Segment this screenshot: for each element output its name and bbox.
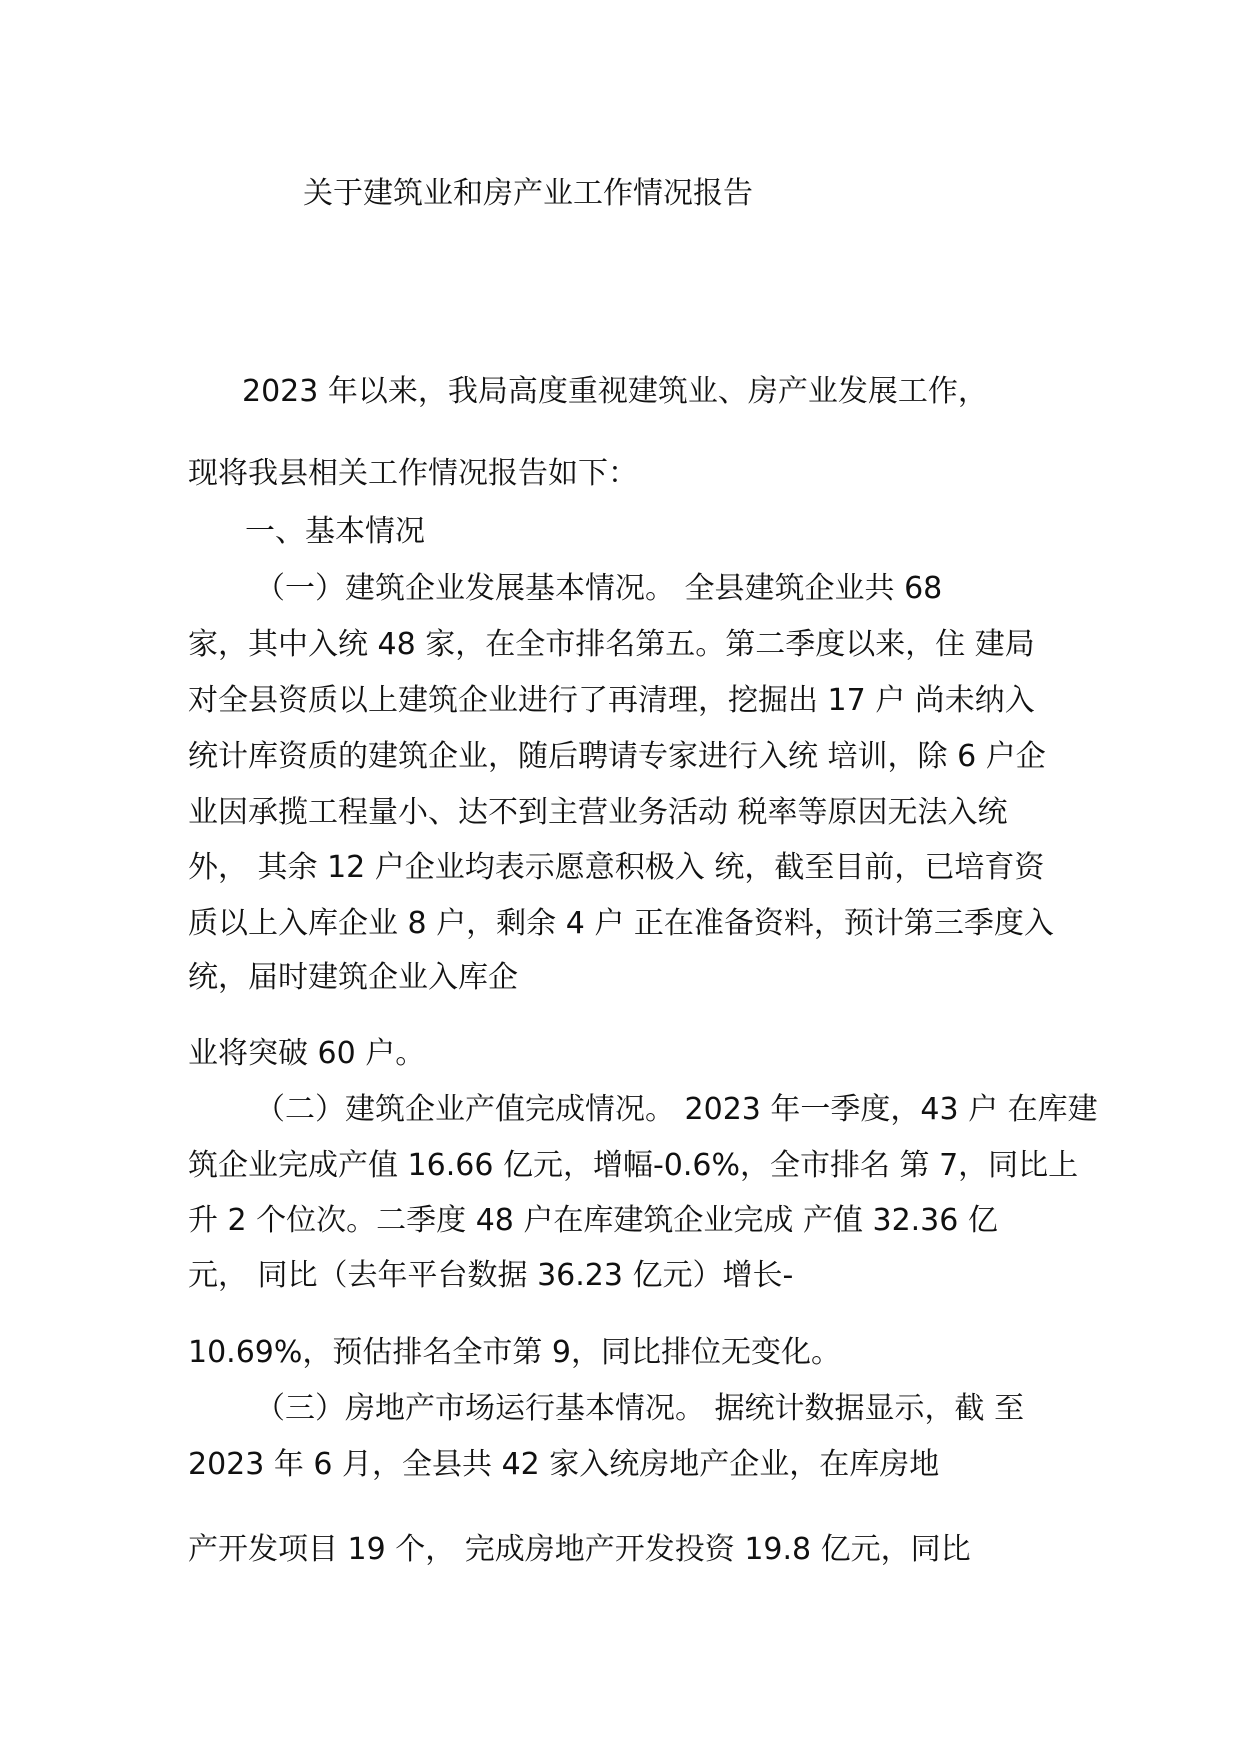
paragraph-line-3-3: 产开发项目 19 个， 完成房地产开发投资 19.8 亿元，同比 xyxy=(188,1532,971,1567)
paragraph-line-1-5: 业因承揽工程量小、达不到主营业务活动 税率等原因无法入统 xyxy=(188,795,1008,830)
document-title: 关于建筑业和房产业工作情况报告 xyxy=(303,176,753,211)
subsection-line-3: （三）房地产市场运行基本情况。 据统计数据显示，截 至 xyxy=(255,1391,1025,1426)
paragraph-line-intro-1: 2023 年以来，我局高度重视建筑业、房产业发展工作， xyxy=(242,374,988,409)
paragraph-line-1-4: 统计库资质的建筑企业，随后聘请专家进行入统 培训，除 6 户企 xyxy=(188,739,1046,774)
paragraph-line-2-5: 10.69%，预估排名全市第 9，同比排位无变化。 xyxy=(188,1335,842,1370)
paragraph-line-1-8: 统，届时建筑企业入库企 xyxy=(188,960,518,995)
paragraph-line-3-2: 2023 年 6 月，全县共 42 家入统房地产企业，在库房地 xyxy=(188,1447,940,1482)
paragraph-line-2-4: 元， 同比（去年平台数据 36.23 亿元）增长- xyxy=(188,1258,794,1293)
paragraph-line-1-9: 业将突破 60 户。 xyxy=(188,1036,426,1071)
paragraph-line-2-2: 筑企业完成产值 16.66 亿元，增幅-0.6%，全市排名 第 7，同比上 xyxy=(188,1148,1079,1183)
section-heading-basic-situation: 一、基本情况 xyxy=(245,514,425,549)
paragraph-line-1-6: 外， 其余 12 户企业均表示愿意积极入 统，截至目前，已培育资 xyxy=(188,850,1045,885)
paragraph-line-1-2: 家，其中入统 48 家，在全市排名第五。第二季度以来，住 建局 xyxy=(188,627,1035,662)
paragraph-line-intro-2: 现将我县相关工作情况报告如下： xyxy=(188,456,638,491)
subsection-line-2: （二）建筑企业产值完成情况。 2023 年一季度，43 户 在库建 xyxy=(255,1092,1098,1127)
paragraph-line-1-7: 质以上入库企业 8 户，剩余 4 户 正在准备资料，预计第三季度入 xyxy=(188,906,1054,941)
subsection-line-1: （一）建筑企业发展基本情况。 全县建筑企业共 68 xyxy=(255,571,943,606)
paragraph-line-2-3: 升 2 个位次。二季度 48 户在库建筑企业完成 产值 32.36 亿 xyxy=(188,1203,998,1238)
paragraph-line-1-3: 对全县资质以上建筑企业进行了再清理，挖掘出 17 户 尚未纳入 xyxy=(188,683,1035,718)
